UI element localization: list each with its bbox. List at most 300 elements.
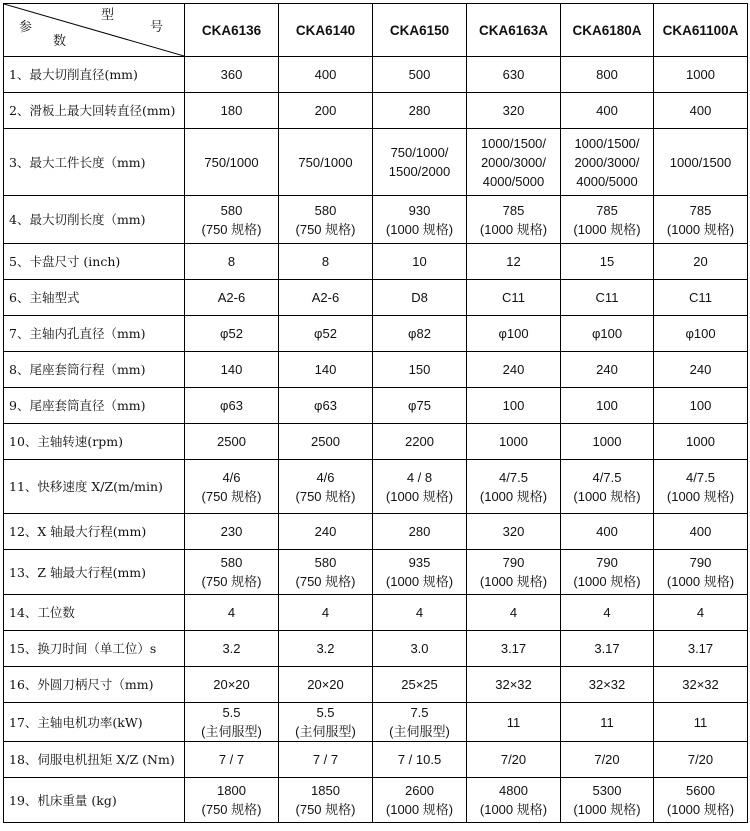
spec-value: 25×25 (401, 677, 438, 692)
spec-value-cell (654, 196, 748, 244)
spec-value: φ52 (314, 326, 337, 341)
spec-value-cell (373, 352, 467, 388)
spec-value: 100 (689, 398, 712, 413)
spec-value: 400 (689, 103, 712, 118)
spec-value-cell (467, 595, 561, 631)
spec-row (4, 352, 748, 388)
spec-value-cell (654, 129, 748, 196)
model-header: CKA6163A (467, 4, 561, 57)
spec-value: 400 (596, 524, 618, 539)
spec-value-cell (373, 424, 467, 460)
spec-value: 4/6 (222, 469, 241, 485)
spec-value: 790 (689, 555, 712, 570)
model-header: CKA6150 (373, 4, 467, 57)
spec-value: 1500/2000 (388, 164, 451, 179)
spec-value-cell (654, 316, 748, 352)
spec-value: 400 (689, 524, 712, 539)
spec-value: 280 (408, 524, 431, 539)
spec-value-cell (561, 57, 654, 93)
spec-value-cell (654, 93, 748, 129)
spec-value: 4000/5000 (576, 173, 638, 189)
spec-value: φ52 (220, 326, 243, 341)
spec-value: C11 (595, 290, 619, 305)
spec-row (4, 93, 748, 129)
spec-row (4, 316, 748, 352)
spec-value: φ63 (220, 398, 243, 413)
spec-value: (1000 规格) (479, 488, 548, 504)
spec-value: φ63 (314, 398, 337, 413)
spec-value: 320 (502, 524, 525, 539)
spec-value-cell (185, 244, 279, 280)
spec-value: 2000/3000/ (574, 154, 640, 170)
spec-value: 2600 (405, 783, 434, 798)
spec-value: 8 (321, 254, 330, 269)
spec-value: 790 (596, 555, 618, 570)
spec-value-cell (279, 57, 373, 93)
spec-value: 580 (314, 555, 337, 570)
spec-value: (1000 规格) (666, 802, 735, 817)
spec-value-cell (279, 280, 373, 316)
spec-value-cell (654, 424, 748, 460)
spec-value-cell (467, 280, 561, 316)
spec-value: (750 规格) (201, 221, 262, 237)
spec-value: (750 规格) (201, 574, 262, 589)
spec-value: 1800 (217, 783, 246, 798)
spec-value-cell (185, 595, 279, 631)
spec-value: (1000 规格) (573, 221, 641, 237)
spec-value: 280 (408, 103, 431, 118)
spec-value-cell (373, 57, 467, 93)
spec-value: 2500 (217, 434, 246, 449)
spec-value: (1000 规格) (385, 574, 454, 589)
spec-value: 4800 (499, 783, 528, 798)
spec-value-cell (279, 93, 373, 129)
spec-value: 32×32 (588, 677, 626, 692)
spec-value: (1000 规格) (479, 802, 548, 817)
spec-value: 100 (596, 398, 618, 413)
spec-value-cell (185, 316, 279, 352)
spec-value: 2500 (311, 434, 340, 449)
spec-value: 7 / 7 (218, 752, 245, 767)
spec-value-cell (373, 280, 467, 316)
spec-value: (1000 规格) (573, 802, 641, 817)
spec-value-cell (561, 778, 654, 823)
param-label: 18、伺服电机扭矩 X/Z (Nm) (4, 742, 185, 778)
spec-row (4, 667, 748, 703)
spec-row (4, 244, 748, 280)
spec-value: (1000 规格) (479, 221, 548, 237)
spec-value-cell (654, 460, 748, 514)
spec-value-cell (279, 424, 373, 460)
spec-value-cell (654, 595, 748, 631)
spec-row (4, 595, 748, 631)
spec-value-cell (279, 667, 373, 703)
spec-value: 4 (227, 605, 236, 620)
model-header: CKA6136 (185, 4, 279, 57)
spec-value-cell (373, 778, 467, 823)
spec-value-cell (373, 667, 467, 703)
param-label: 14、工位数 (4, 595, 185, 631)
spec-value: 10 (412, 254, 427, 269)
spec-value: 580 (220, 202, 243, 218)
spec-value-cell (185, 631, 279, 667)
spec-value-cell (561, 93, 654, 129)
spec-value-cell (467, 424, 561, 460)
spec-value: C11 (689, 290, 712, 305)
spec-value-cell (373, 631, 467, 667)
model-header: CKA6180A (561, 4, 654, 57)
spec-value-cell (185, 93, 279, 129)
spec-value-cell (467, 514, 561, 550)
spec-value-cell (185, 424, 279, 460)
spec-value: 7/20 (594, 752, 620, 767)
spec-value: A2-6 (217, 290, 246, 305)
spec-value: 1000 (686, 67, 715, 82)
spec-value: 785 (596, 202, 618, 218)
spec-value: 7 / 10.5 (397, 752, 442, 767)
spec-value-cell (561, 388, 654, 424)
param-label: 8、尾座套筒行程（mm) (4, 352, 185, 388)
spec-value-cell (185, 352, 279, 388)
model-header: CKA6140 (279, 4, 373, 57)
spec-value: 1000/1500 (669, 154, 732, 170)
spec-value: 4 / 8 (406, 469, 433, 485)
spec-value-cell (373, 595, 467, 631)
spec-value-cell (373, 550, 467, 595)
spec-value-cell (279, 129, 373, 196)
spec-row (4, 631, 748, 667)
spec-value-cell (654, 244, 748, 280)
spec-value-cell (279, 742, 373, 778)
spec-value: 140 (220, 362, 243, 377)
spec-value: (750 规格) (295, 802, 356, 817)
spec-value: 20×20 (307, 677, 344, 692)
spec-value: 230 (220, 524, 243, 539)
spec-value: 400 (596, 103, 618, 118)
spec-value-cell (373, 129, 467, 196)
spec-value: 5600 (686, 783, 715, 798)
spec-value-cell (185, 703, 279, 742)
spec-value-cell (561, 460, 654, 514)
spec-value-cell (561, 196, 654, 244)
spec-value: (1000 规格) (479, 574, 548, 589)
spec-value-cell (373, 93, 467, 129)
spec-value: 4/7.5 (499, 469, 528, 485)
param-label: 2、滑板上最大回转直径(mm) (4, 93, 185, 129)
param-label: 3、最大工件长度（mm) (4, 129, 185, 196)
spec-value: 580 (314, 202, 337, 218)
spec-value: 4 (696, 605, 705, 620)
spec-value: 7/20 (687, 752, 714, 767)
spec-value: 1000 (592, 434, 622, 449)
spec-value: φ75 (408, 398, 431, 413)
spec-value: φ100 (498, 326, 529, 341)
spec-value-cell (373, 316, 467, 352)
spec-value-cell (654, 667, 748, 703)
spec-value: (1000 规格) (666, 574, 735, 589)
spec-value-cell (561, 667, 654, 703)
spec-value: 150 (408, 362, 431, 377)
spec-value-cell (654, 57, 748, 93)
spec-body (4, 57, 748, 823)
spec-value: 750/1000 (298, 154, 353, 170)
header-row (4, 4, 748, 57)
param-label: 12、X 轴最大行程(mm) (4, 514, 185, 550)
spec-value: 20 (693, 254, 708, 269)
spec-value: (750 规格) (201, 802, 262, 817)
spec-value-cell (467, 129, 561, 196)
spec-row (4, 778, 748, 823)
spec-value: 935 (408, 555, 431, 570)
param-label: 11、快移速度 X/Z(m/min) (4, 460, 185, 514)
spec-value: 7 / 7 (312, 752, 339, 767)
spec-value-cell (561, 352, 654, 388)
spec-value: 12 (506, 254, 521, 269)
spec-value-cell (185, 129, 279, 196)
spec-value: (750 规格) (201, 488, 262, 504)
spec-value: (1000 规格) (666, 488, 735, 504)
spec-value: 785 (689, 202, 712, 218)
spec-value: φ100 (591, 326, 623, 341)
spec-value-cell (467, 244, 561, 280)
spec-value-cell (279, 550, 373, 595)
spec-value-cell (467, 352, 561, 388)
spec-value-cell (561, 703, 654, 742)
spec-value: 4/7.5 (686, 469, 715, 485)
spec-value-cell (467, 57, 561, 93)
param-label: 7、主轴内孔直径（mm) (4, 316, 185, 352)
spec-value-cell (373, 742, 467, 778)
spec-value: 3.17 (594, 641, 620, 656)
spec-value-cell (467, 550, 561, 595)
spec-value-cell (561, 244, 654, 280)
spec-value: 2200 (405, 434, 434, 449)
spec-value: 750/1000/ (390, 145, 449, 160)
spec-value-cell (279, 460, 373, 514)
spec-value-cell (185, 388, 279, 424)
corner-label-model-2: 号 (150, 20, 164, 35)
spec-value: 7/20 (500, 752, 527, 767)
spec-row (4, 388, 748, 424)
spec-value-cell (373, 703, 467, 742)
spec-value-cell (561, 550, 654, 595)
param-label: 4、最大切削长度（mm) (4, 196, 185, 244)
spec-value: 4 (509, 605, 518, 620)
spec-value: 4 (415, 605, 424, 620)
spec-value: 360 (220, 67, 243, 82)
spec-value-cell (185, 514, 279, 550)
spec-value: 750/1000 (204, 154, 259, 170)
spec-value: (主伺服型) (201, 724, 262, 739)
spec-value: 180 (220, 103, 243, 118)
param-label: 16、外圆刀柄尺寸（mm) (4, 667, 185, 703)
spec-value-cell (654, 388, 748, 424)
spec-value: A2-6 (311, 290, 340, 305)
spec-value: 3.17 (500, 641, 527, 656)
spec-value-cell (654, 778, 748, 823)
spec-value-cell (467, 631, 561, 667)
spec-value: 100 (502, 398, 525, 413)
spec-value-cell (467, 742, 561, 778)
spec-row (4, 514, 748, 550)
spec-value-cell (561, 424, 654, 460)
spec-value: 7.5 (410, 705, 429, 720)
spec-row (4, 196, 748, 244)
spec-value-cell (185, 667, 279, 703)
corner-label-param-1: 参 (19, 20, 33, 35)
spec-value-cell (279, 703, 373, 742)
spec-row (4, 280, 748, 316)
spec-value: 20×20 (213, 677, 250, 692)
spec-value-cell (185, 778, 279, 823)
spec-value-cell (185, 550, 279, 595)
spec-value: 400 (314, 67, 337, 82)
spec-value-cell (373, 460, 467, 514)
spec-value: 500 (408, 67, 431, 82)
spec-value: (750 规格) (295, 574, 356, 589)
spec-value: 1000 (499, 434, 528, 449)
spec-value-cell (654, 514, 748, 550)
spec-value: (1000 规格) (573, 574, 641, 589)
spec-value-cell (654, 703, 748, 742)
spec-value-cell (373, 514, 467, 550)
spec-value: 8 (227, 254, 236, 269)
spec-value-cell (654, 280, 748, 316)
spec-row (4, 57, 748, 93)
spec-row (4, 460, 748, 514)
spec-value-cell (185, 280, 279, 316)
spec-value: 32×32 (495, 677, 532, 692)
spec-value-cell (654, 550, 748, 595)
spec-value: (1000 规格) (666, 221, 735, 237)
spec-value: 11 (600, 714, 614, 730)
param-label: 17、主轴电机功率(kW) (4, 703, 185, 742)
spec-value-cell (561, 631, 654, 667)
spec-value: 630 (502, 67, 525, 82)
spec-value-cell (373, 244, 467, 280)
param-label: 13、Z 轴最大行程(mm) (4, 550, 185, 595)
spec-value: 1000 (686, 434, 715, 449)
spec-value-cell (467, 316, 561, 352)
spec-value: 790 (502, 555, 525, 570)
spec-value-cell (279, 514, 373, 550)
spec-value: 240 (502, 362, 525, 377)
param-label: 5、卡盘尺寸 (inch) (4, 244, 185, 280)
spec-value-cell (185, 196, 279, 244)
spec-value-cell (561, 514, 654, 550)
spec-value-cell (279, 778, 373, 823)
spec-value: 3.0 (410, 641, 429, 656)
spec-value: 320 (502, 103, 525, 118)
corner-label-param-2: 数 (53, 34, 67, 49)
spec-value: 3.17 (687, 641, 714, 656)
param-label: 15、换刀时间（单工位）s (4, 631, 185, 667)
spec-value: (1000 规格) (385, 802, 454, 817)
spec-value-cell (373, 388, 467, 424)
spec-value: 240 (596, 362, 618, 377)
spec-value: 200 (314, 103, 337, 118)
spec-value: 5.5 (316, 705, 335, 720)
spec-value: 3.2 (222, 641, 241, 656)
spec-value: φ82 (408, 326, 431, 341)
spec-value-cell (467, 703, 561, 742)
spec-row (4, 129, 748, 196)
spec-value-cell (279, 196, 373, 244)
param-label: 10、主轴转速(rpm) (4, 424, 185, 460)
spec-value: 15 (599, 254, 615, 269)
spec-value: 1850 (311, 783, 340, 798)
spec-value: 140 (314, 362, 337, 377)
spec-value: 32×32 (682, 677, 719, 692)
spec-table (3, 3, 748, 823)
param-label: 9、尾座套筒直径（mm) (4, 388, 185, 424)
spec-value: (1000 规格) (573, 488, 641, 504)
spec-value: 1000/1500/ (480, 135, 547, 151)
spec-value-cell (185, 460, 279, 514)
spec-value: 4/6 (316, 469, 335, 485)
spec-value-cell (654, 352, 748, 388)
spec-value: (主伺服型) (295, 724, 356, 739)
spec-value-cell (654, 742, 748, 778)
spec-value: C11 (502, 290, 525, 305)
spec-value-cell (654, 631, 748, 667)
spec-value: 4 (603, 605, 611, 620)
spec-value-cell (561, 129, 654, 196)
param-label: 19、机床重量 (kg) (4, 778, 185, 823)
spec-value-cell (467, 460, 561, 514)
spec-value: (1000 规格) (385, 221, 454, 237)
spec-value: (750 规格) (295, 488, 356, 504)
spec-value-cell (467, 778, 561, 823)
spec-value: 240 (689, 362, 712, 377)
spec-value: (1000 规格) (385, 488, 454, 504)
spec-value-cell (467, 667, 561, 703)
param-label: 1、最大切削直径(mm) (4, 57, 185, 93)
spec-value: 930 (408, 202, 431, 218)
spec-value-cell (279, 352, 373, 388)
spec-row (4, 550, 748, 595)
spec-value: (750 规格) (295, 221, 356, 237)
spec-value-cell (561, 595, 654, 631)
spec-value-cell (467, 388, 561, 424)
spec-value: (主伺服型) (389, 724, 450, 739)
spec-value-cell (185, 57, 279, 93)
spec-value: 580 (220, 555, 243, 570)
spec-value: 4000/5000 (482, 173, 545, 189)
spec-value-cell (467, 93, 561, 129)
spec-value: 2000/3000/ (480, 154, 547, 170)
spec-value-cell (561, 742, 654, 778)
spec-value-cell (279, 316, 373, 352)
spec-value-cell (185, 742, 279, 778)
spec-value: 5300 (592, 783, 622, 798)
spec-value-cell (279, 595, 373, 631)
corner-header-cell (4, 4, 185, 57)
spec-value: 11 (506, 714, 521, 730)
corner-label-model-1: 型 (101, 8, 115, 23)
spec-value-cell (279, 244, 373, 280)
spec-value: 11 (693, 714, 708, 730)
spec-value-cell (561, 316, 654, 352)
spec-value: 240 (314, 524, 337, 539)
spec-value: D8 (411, 290, 428, 305)
spec-value: 4/7.5 (592, 469, 622, 485)
spec-row (4, 703, 748, 742)
param-label: 6、主轴型式 (4, 280, 185, 316)
spec-value: 3.2 (316, 641, 335, 656)
model-header: CKA61100A (654, 4, 748, 57)
spec-value-cell (279, 388, 373, 424)
